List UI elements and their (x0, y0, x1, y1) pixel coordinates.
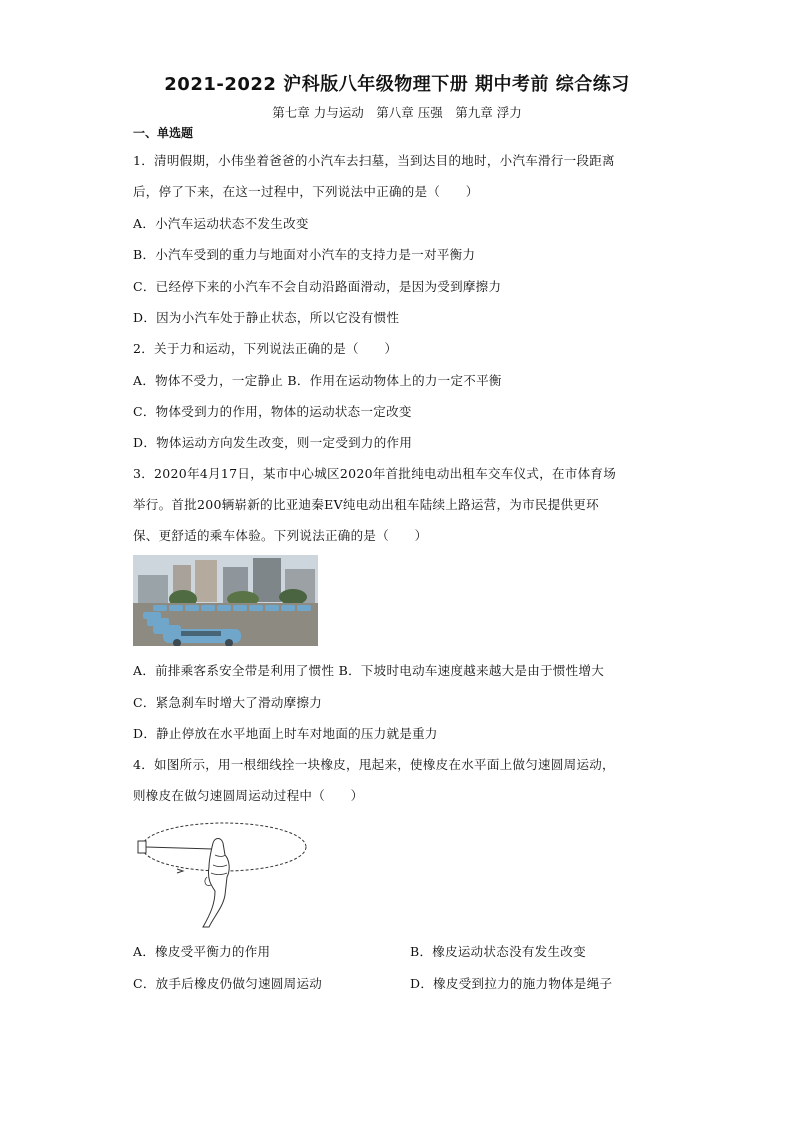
q2-option-d[interactable]: D．物体运动方向发生改变，则一定受到力的作用 (133, 435, 413, 450)
q1-option-c[interactable]: C．已经停下来的小汽车不会自动沿路面滑动，是因为受到摩擦力 (133, 279, 502, 294)
taxi-photo-illustration (133, 555, 318, 646)
q4-stem-line1: 4．如图所示，用一根细线拴一块橡皮，甩起来，使橡皮在水平面上做匀速圆周运动， (133, 757, 615, 772)
eraser-circular-motion-figure (133, 815, 313, 930)
q1-option-a[interactable]: A．小汽车运动状态不发生改变 (133, 216, 309, 231)
q3-option-ab[interactable]: A．前排乘客系安全带是利用了惯性 B．下坡时电动车速度越来越大是由于惯性增大 (133, 663, 605, 678)
eraser-diagram (133, 815, 313, 930)
q4-option-b[interactable]: B．橡皮运动状态没有发生改变 (410, 944, 586, 959)
q2-option-c[interactable]: C．物体受到力的作用，物体的运动状态一定改变 (133, 404, 412, 419)
q4-option-c[interactable]: C．放手后橡皮仍做匀速圆周运动 (133, 976, 323, 991)
q4-option-d[interactable]: D．橡皮受到拉力的施力物体是绳子 (410, 976, 613, 991)
q3-option-d[interactable]: D．静止停放在水平地面上时车对地面的压力就是重力 (133, 726, 438, 741)
page-subtitle: 第七章 力与运动 第八章 压强 第九章 浮力 (272, 105, 522, 120)
q1-stem-line2: 后，停了下来，在这一过程中，下列说法中正确的是（ ） (133, 184, 479, 199)
q2-option-ab[interactable]: A．物体不受力，一定静止 B．作用在运动物体上的力一定不平衡 (133, 373, 502, 388)
q3-option-c[interactable]: C．紧急刹车时增大了滑动摩擦力 (133, 695, 323, 710)
q1-option-d[interactable]: D．因为小汽车处于静止状态，所以它没有惯性 (133, 310, 400, 325)
q3-stem-line3: 保、更舒适的乘车体验。下列说法正确的是（ ） (133, 528, 428, 543)
q4-option-a[interactable]: A．橡皮受平衡力的作用 (133, 944, 271, 959)
q1-stem-line1: 1．清明假期，小伟坐着爸爸的小汽车去扫墓，当到达目的地时，小汽车滑行一段距离 (133, 153, 615, 168)
q3-stem-line1: 3．2020年4月17日，某市中心城区2020年首批纯电动出租车交车仪式，在市体育场 (133, 466, 617, 481)
q4-stem-line2: 则橡皮在做匀速圆周运动过程中（ ） (133, 788, 364, 803)
q2-stem: 2．关于力和运动，下列说法正确的是（ ） (133, 341, 398, 356)
taxi-fleet-photo (133, 555, 318, 646)
q1-option-b[interactable]: B．小汽车受到的重力与地面对小汽车的支持力是一对平衡力 (133, 247, 476, 262)
q3-stem-line2: 举行。首批200辆崭新的比亚迪秦EV纯电动出租车陆续上路运营，为市民提供更环 (133, 497, 599, 512)
page-title: 2021-2022 沪科版八年级物理下册 期中考前 综合练习 (164, 74, 630, 95)
section-heading: 一、单选题 (133, 126, 194, 140)
